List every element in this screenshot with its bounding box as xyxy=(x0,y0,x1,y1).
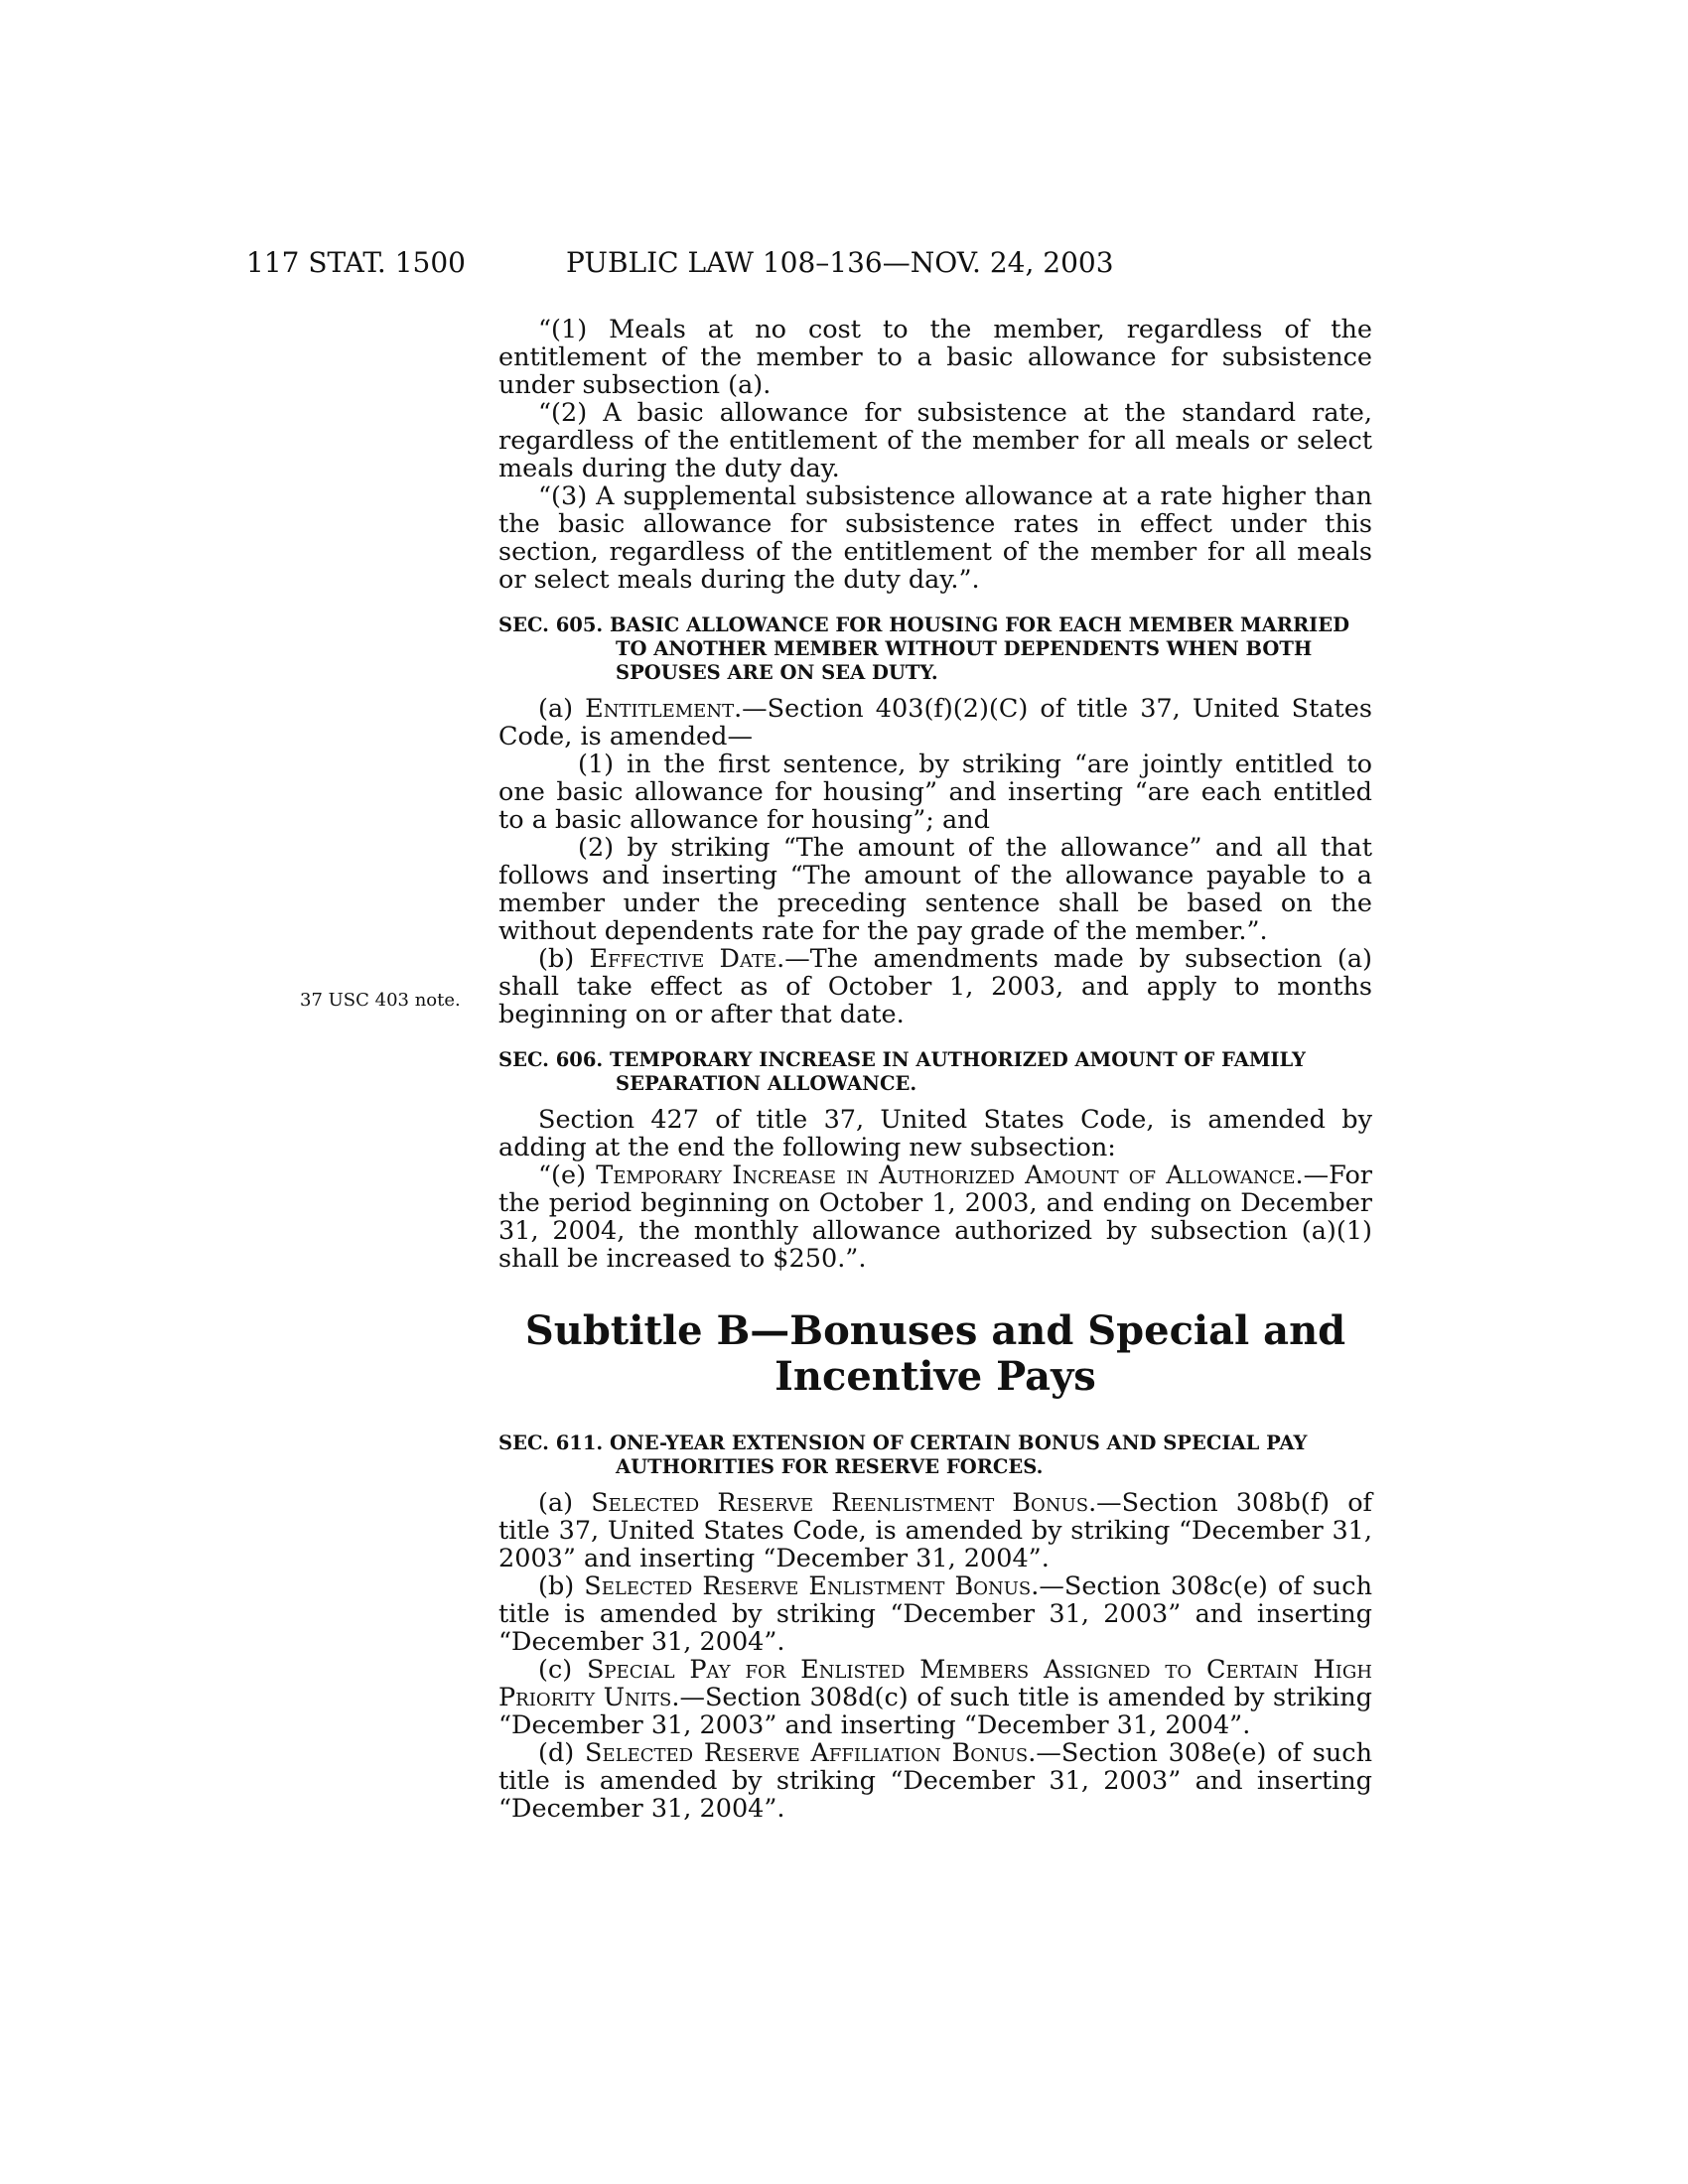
sec605-a-label: (a) xyxy=(538,694,586,724)
sec611-c-label: (c) xyxy=(538,1655,587,1685)
sec611-c xyxy=(498,1656,1372,1739)
sec605-b xyxy=(498,945,1372,1028)
sec606-e xyxy=(498,1161,1372,1273)
sec605-a xyxy=(498,695,1372,751)
sec605-b-text: .—The amendments made by subsection (a) shall take effect as of October 1, 2003, and apply to months beginning on or after that date. xyxy=(498,944,1372,1029)
sec611-b-label: (b) xyxy=(538,1571,585,1601)
paragraph-1: “(1) Meals at no cost to the member, regardless of the entitlement of the member to a basic allowance for subsistence under subsection (a). xyxy=(498,315,1372,400)
section-611-heading: SEC. 611. ONE-YEAR EXTENSION OF CERTAIN BONUS AND SPECIAL PAY AUTHORITIES FOR RESERVE FORCES. xyxy=(498,1432,1308,1478)
sec606-e-text: .—For the period beginning on October 1, 2003, and ending on December 31, 2004, the monthly allowance authorized by subsection (a)(1) shall be increased to $250.”. xyxy=(498,1160,1372,1274)
paragraph-2: “(2) A basic allowance for subsistence at the standard rate, regardless of the entitlement of the member for all meals or select meals during the duty day. xyxy=(498,398,1372,483)
sec611-a-label: (a) xyxy=(538,1488,592,1518)
subtitle-line-2: Incentive Pays xyxy=(774,1353,1096,1400)
sec611-c-text: .—Section 308d(c) of such title is amended by striking “December 31, 2003” and inserting “December 31, 2004”. xyxy=(498,1683,1372,1740)
text-column xyxy=(498,316,1372,1823)
sec611-a-caption: Selected Reserve Reenlistment Bonus xyxy=(591,1488,1089,1518)
sec605-a1: (1) in the first sentence, by striking “are jointly entitled to one basic allowance for housing” and inserting “are each entitled to a basic allowance for housing”; and xyxy=(498,750,1372,835)
subtitle-heading xyxy=(498,1308,1372,1400)
sec611-d-caption: Selected Reserve Affiliation Bonus xyxy=(585,1738,1029,1768)
stat-page-reference: 117 STAT. 1500 xyxy=(246,246,466,279)
section-606-heading: SEC. 606. TEMPORARY INCREASE IN AUTHORIZED AMOUNT OF FAMILY SEPARATION ALLOWANCE. xyxy=(498,1048,1306,1095)
sec605-b-label: (b) xyxy=(538,944,590,974)
subtitle-line-1: Subtitle B—Bonuses and Special and xyxy=(524,1307,1346,1354)
section-605-heading: SEC. 605. BASIC ALLOWANCE FOR HOUSING FOR EACH MEMBER MARRIED TO ANOTHER MEMBER WITHOUT DEPENDENTS WHEN BOTH SPOUSES ARE ON SEA DUTY. xyxy=(498,614,1350,684)
sec611-b-text: .—Section 308c(e) of such title is amended by striking “December 31, 2003” and inserting “December 31, 2004”. xyxy=(498,1571,1373,1657)
public-law-reference: PUBLIC LAW 108–136—NOV. 24, 2003 xyxy=(566,246,1114,279)
sec611-a-text: .—Section 308b(f) of title 37, United States Code, is amended by striking “December 31, 2003” and inserting “December 31, 2004”. xyxy=(498,1488,1372,1573)
sec606-e-label: “(e) xyxy=(538,1160,597,1190)
sec611-d xyxy=(498,1739,1372,1823)
sec605-a-text: .—Section 403(f)(2)(C) of title 37, United States Code, is amended— xyxy=(498,694,1372,751)
sec611-d-label: (d) xyxy=(538,1738,586,1768)
sec611-d-text: .—Section 308e(e) of such title is amended by striking “December 31, 2003” and inserting “December 31, 2004”. xyxy=(498,1738,1372,1824)
sec611-b xyxy=(498,1572,1372,1656)
running-head xyxy=(0,246,1688,286)
sec606-e-caption: Temporary Increase in Authorized Amount of Allowance xyxy=(596,1160,1296,1190)
sec611-b-caption: Selected Reserve Enlistment Bonus xyxy=(584,1571,1032,1601)
sec606-p1: Section 427 of title 37, United States Code, is amended by adding at the end the following new subsection: xyxy=(498,1105,1372,1162)
sec605-a-caption: Entitlement xyxy=(585,694,735,724)
sec605-b-caption: Effective Date xyxy=(589,944,777,974)
sec611-c-caption: Special Pay for Enlisted Members Assigned to Certain High Priority Units xyxy=(498,1655,1372,1712)
margin-note: 37 USC 403 note. xyxy=(300,990,461,1011)
sec611-a xyxy=(498,1489,1372,1572)
sec605-a2: (2) by striking “The amount of the allowance” and all that follows and inserting “The amount of the allowance payable to a member under the preceding sentence shall be based on the without dependents rate for the pay grade of the member.”. xyxy=(498,833,1372,946)
paragraph-3: “(3) A supplemental subsistence allowance at a rate higher than the basic allowance for subsistence rates in effect under this section, regardless of the entitlement of the member for all meals or select meals during the duty day.”. xyxy=(498,481,1372,595)
